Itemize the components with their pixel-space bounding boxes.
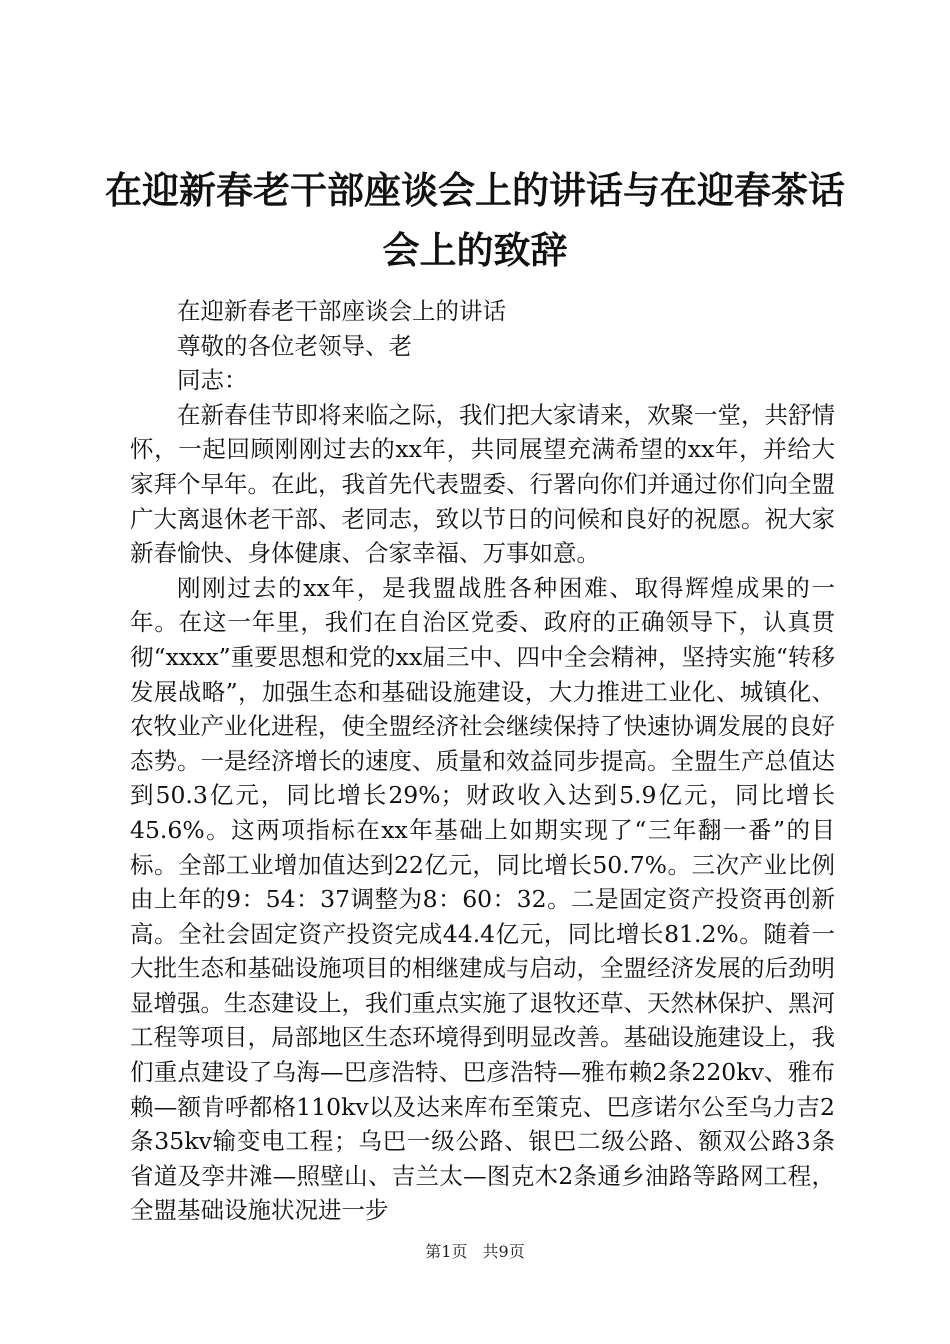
document-body	[130, 294, 835, 1228]
salutation-line: 尊敬的各位老领导、老	[177, 331, 412, 360]
body-paragraph: 在新春佳节即将来临之际，我们把大家请来，欢聚一堂，共舒情怀，一起回顾刚刚过去的xx年，共同展望充满希望的xx年，并给大家拜个早年。在此，我首先代表盟委、行署向你们并通过你们向全盟广大离退休老干部、老同志，致以节日的问候和良好的祝愿。祝大家新春愉快、身体健康、合家幸福、万事如意。	[130, 400, 835, 568]
page-total: 共9页	[482, 1242, 525, 1261]
salutation-continuation: 同志：	[177, 366, 248, 395]
speech-heading: 在迎新春老干部座谈会上的讲话	[177, 297, 506, 325]
page-number: 第1页	[425, 1242, 468, 1261]
page-footer	[0, 1242, 950, 1262]
document-title: 在迎新春老干部座谈会上的讲话与在迎春茶话会上的致辞	[105, 168, 845, 272]
body-paragraph: 刚刚过去的xx年，是我盟战胜各种困难、取得辉煌成果的一年。在这一年里，我们在自治区党委、政府的正确领导下，认真贯彻“xxxx”重要思想和党的xx届三中、四中全会精神，坚持实施“转移发展战略”，加强生态和基础设施建设，大力推进工业化、城镇化、农牧业产业化进程，使全盟经济社会继续保持了快速协调发展的良好态势。一是经济增长的速度、质量和效益同步提高。全盟生产总值达到50.3亿元，同比增长29%；财政收入达到5.9亿元，同比增长45.6%。这两项指标在xx年基础上如期实现了“三年翻一番”的目标。全部工业增加值达到22亿元，同比增长50.7%。三次产业比例由上年的9：54：37调整为8：60：32。二是固定资产投资再创新高。全社会固定资产投资完成44.4亿元，同比增长81.2%。随着一大批生态和基础设施项目的相继建成与启动，全盟经济发展的后劲明显增强。生态建设上，我们重点实施了退牧还草、天然林保护、黑河工程等项目，局部地区生态环境得到明显改善。基础设施建设上，我们重点建设了乌海—巴彦浩特、巴彦浩特—雅布赖2条220kv、雅布赖—额肯呼都格110kv以及达来库布至策克、巴彦诺尔公至乌力吉2条35kv输变电工程；乌巴一级公路、银巴二级公路、额双公路3条省道及孪井滩—照壁山、吉兰太—图克木2条通乡油路等路网工程，全盟基础设施状况进一步	[130, 573, 835, 1225]
